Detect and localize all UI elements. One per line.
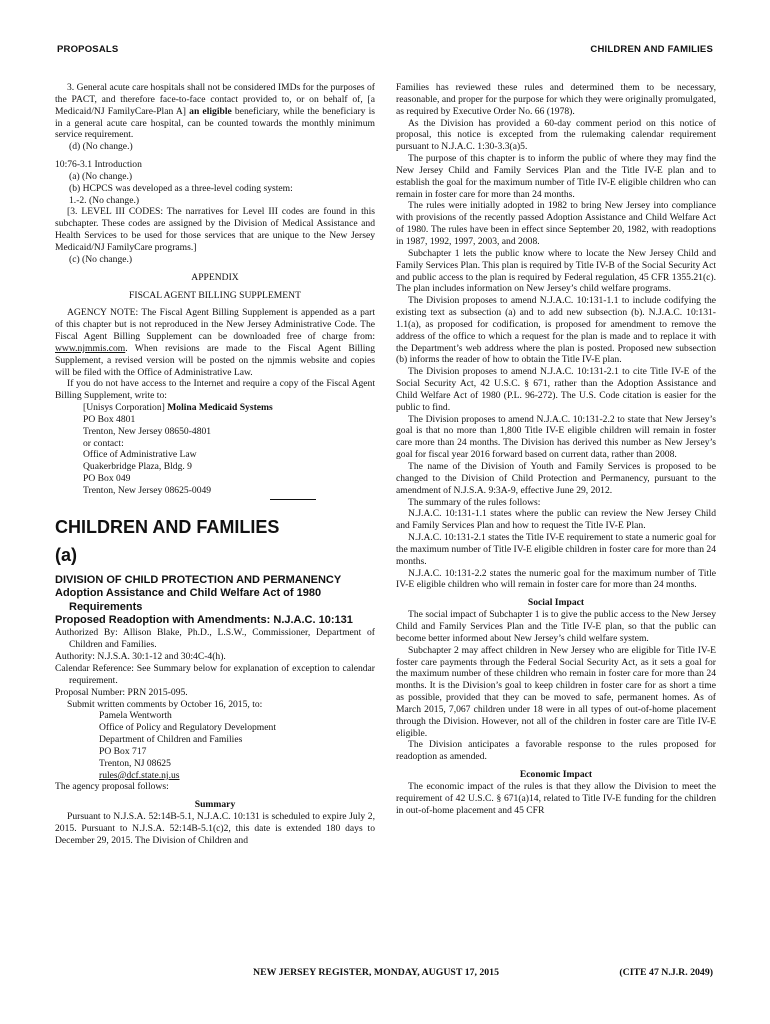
authority: Authority: N.J.S.A. 30:1-12 and 30:4C-4(h). [55,651,226,663]
body-paragraph: The Division proposes to amend N.J.A.C. 10:131-2.1 to cite Title IV-E of the Social Security Act, 42 U.S.C. § 671, rather than the Adoption Assistance and Child Welfare Act of 1980 (P.L. 96-272). The U.S. Code citation is easier for the public to find. [396,366,716,413]
submit-comments: Submit written comments by October 16, 2015, to: [67,698,263,710]
body-paragraph: The Division proposes to amend N.J.A.C. 10:131-2.2 to state that New Jersey’s goal is that no more than 1,800 Title IV-E eligible children will remain in foster care more than 24 months. The Division has derived this number as New Jersey’s goal for fiscal year 2016 forward based on current data, rather than 2008. [396,413,716,461]
body-paragraph: Families has reviewed these rules and determined them to be necessary, reasonable, and proper for the purpose for which they were originally promulgated, as required by Executive Order No. 66 (1978). [396,82,716,117]
readoption-heading: Proposed Readoption with Amendments: N.J.A.C. 10:131 [55,614,353,627]
address-line: Trenton, New Jersey 08625-0049 [83,485,212,496]
body-paragraph: The Division anticipates a favorable response to the rules proposed for readoption as amended. [396,739,716,763]
email-link[interactable]: rules@dcf.state.nj.us [99,769,180,781]
address-line: PO Box 4801 [83,413,136,425]
body-paragraph: The social impact of Subchapter 1 is to give the public access to the New Jersey Child and Family Services Plan and the Title IV-E plan, so that the public can become better informed about New Jersey’s child welfare system. [396,609,716,644]
body-paragraph: The economic impact of the rules is that they allow the Division to meet the requirement of 42 U.S.C. § 671(a)14, related to Title IV-E funding for the children in out-of-home placement and 45 CFR [396,780,716,816]
paragraph-d: (d) (No change.) [69,141,133,153]
submit-address-line: Office of Policy and Regulatory Development [99,722,276,734]
authorized-by: Authorized By: Allison Blake, Ph.D., L.S.W., Commissioner, Department of Children and Families. [55,627,375,651]
paragraph-c: (c) (No change.) [69,253,133,265]
economic-impact-heading: Economic Impact [519,769,593,781]
division-heading: DIVISION OF CHILD PROTECTION AND PERMANENCY [55,573,342,586]
submit-address-line: Pamela Wentworth [99,710,172,722]
submit-address-line: Trenton, NJ 08625 [99,757,171,769]
social-impact-heading: Social Impact [527,597,585,609]
footer-citation: (CITE 47 N.J.R. 2049) [619,967,713,978]
right-column [396,82,716,816]
paragraph-imd: 3. General acute care hospitals shall not be considered IMDs for the purposes of the PACT, and therefore face-to-face contact provided to, or on behalf of, [a Medicaid/NJ FamilyCare-Plan A] an eligible beneficiary, while the beneficiary is in a general acute care hospital, can be counted towards the monthly minimum service requirement. [55,82,375,141]
body-paragraph: Subchapter 2 may affect children in New Jersey who are eligible for Title IV-E foster care payments through the Federal Social Security Act, as it sets a goal for the maximum number of these children who remain in foster care for more than 24 months. It is the Division’s goal to keep children in foster care for as short a time as possible, provided that they can be moved to safe, permanent homes. As of March 2015, 7,067 children under 18 were in all types of out-of-home placement through the Division. However, not all of the children in foster care are Title IV-E eligible. [396,644,716,739]
body-paragraph: N.J.A.C. 10:131-2.1 states the Title IV-E requirement to state a numeric goal for the maximum number of Title IV-E eligible children in foster care for more than 24 months. [396,532,716,567]
paragraph-b-3: [3. LEVEL III CODES: The narratives for Level III codes are found in this subchapter. These codes are assigned by the Division of Medical Assistance and Health Services to be used for those services that are unique to the New Jersey Medicaid/NJ FamilyCare programs.] [55,206,375,253]
calendar-reference: Calendar Reference: See Summary below for explanation of exception to calendar requirement. [55,663,375,686]
no-access-paragraph: If you do not have access to the Internet and require a copy of the Fiscal Agent Billing Supplement, write to: [55,378,375,402]
body-paragraph: The summary of the rules follows: [408,496,541,508]
address-line: PO Box 049 [83,473,131,485]
body-paragraph: N.J.A.C. 10:131-1.1 states where the public can review the New Jersey Child and Family Services Plan and how to request the Title IV-E Plan. [396,508,716,532]
njmmis-link[interactable]: www.njmmis.com [55,342,126,354]
body-paragraph: The Division proposes to amend N.J.A.C. 10:131-1.1 to include codifying the existing text as subsection (a) and to add new subsection (b). N.J.A.C. 10:131-1.1(a), as proposed for codification, is proposed for amendment to remove the address of the office to which a request for the plan is made and to replace it with the Department’s web address where the plan is posted. Proposed new subsection (b) informs the reader of how to obtain the Title IV-E plan. [396,295,716,366]
agency-note: AGENCY NOTE: The Fiscal Agent Billing Supplement is appended as a part of this chapter but is not reproduced in the New Jersey Administrative Code. The Fiscal Agent Billing Supplement can be downloaded free of charge from: www.njmmis.com. When revisions are made to the Fiscal Agent Billing Supplement, a revised version will be posted on the njmmis website and copies will be filed with the Office of Administrative Law. [55,307,375,378]
body-paragraph: The name of the Division of Youth and Family Services is proposed to be changed to the Division of Child Protection and Permanency, pursuant to the amendment of N.J.S.A. 9:3A-9, effective June 29, 2012. [396,461,716,496]
paragraph-b: (b) HCPCS was developed as a three-level coding system: [69,182,293,194]
address-line: or contact: [83,437,124,449]
paragraph-a: (a) (No change.) [69,170,133,182]
body-paragraph: N.J.A.C. 10:131-2.2 states the numeric goal for the maximum number of Title IV-E eligible children who will remain in foster care for more than 24 months. [396,567,716,591]
running-header-left: PROPOSALS [57,44,119,55]
summary-heading: Summary [194,799,236,811]
footer-register-date: NEW JERSEY REGISTER, MONDAY, AUGUST 17, 2015 [253,967,499,978]
submit-address-line: PO Box 717 [99,745,147,757]
address-line: Office of Administrative Law [83,449,197,461]
item-letter: (a) [55,544,77,565]
running-header-right: CHILDREN AND FAMILIES [590,44,713,55]
body-paragraph: The purpose of this chapter is to inform the public of where they may find the New Jersey Child and Family Services Plan and the Title IV-E plan and to establish the goal for the maximum number of Title IV-E eligible children who can remain in foster care for more than 24 months. [396,153,716,200]
body-paragraph: Subchapter 1 lets the public know where to locate the New Jersey Child and Family Services Plan. This plan is required by Title IV-B of the Social Security Act and public access to the plan is required by Federal regulation, 45 CFR 1355.21(c). The plan includes information on New Jersey’s child welfare programs. [396,247,716,295]
body-paragraph: As the Division has provided a 60-day comment period on this notice of proposal, this notice is excepted from the rulemaking calendar requirement pursuant to N.J.A.C. 1:30-3.3(a)5. [396,117,716,153]
appendix-heading: APPENDIX [191,271,239,283]
act-heading: Adoption Assistance and Child Welfare Act of 1980 Requirements [55,587,322,613]
paragraph-b-1-2: 1.-2. (No change.) [69,194,140,206]
left-column [55,82,375,847]
agency-proposal-follows: The agency proposal follows: [55,781,169,793]
address-line: [Unisys Corporation] Molina Medicaid Systems [83,402,273,414]
section-title: CHILDREN AND FAMILIES [55,516,280,537]
proposal-number: Proposal Number: PRN 2015-095. [55,686,188,698]
summary-paragraph: Pursuant to N.J.S.A. 52:14B-5.1, N.J.A.C. 10:131 is scheduled to expire July 2, 2015. Pursuant to N.J.S.A. 52:14B-5.1(c)2, this date is extended 180 days to December 29, 2015. The Division of Children and [55,811,375,846]
address-line: Trenton, New Jersey 08650-4801 [83,425,212,437]
fiscal-agent-heading: FISCAL AGENT BILLING SUPPLEMENT [129,289,301,301]
body-paragraph: The rules were initially adopted in 1982 to bring New Jersey into compliance with provisions of the recently passed Adoption Assistance and Child Welfare Act of 1980. The rules have been in effect since September 20, 1982, with readoptions in 1987, 1992, 1997, 2003, and 2008. [396,200,716,247]
submit-address-line: Department of Children and Families [99,734,243,746]
address-line: Quakerbridge Plaza, Bldg. 9 [83,461,192,473]
section-heading-introduction: 10:76-3.1 Introduction [55,159,142,171]
